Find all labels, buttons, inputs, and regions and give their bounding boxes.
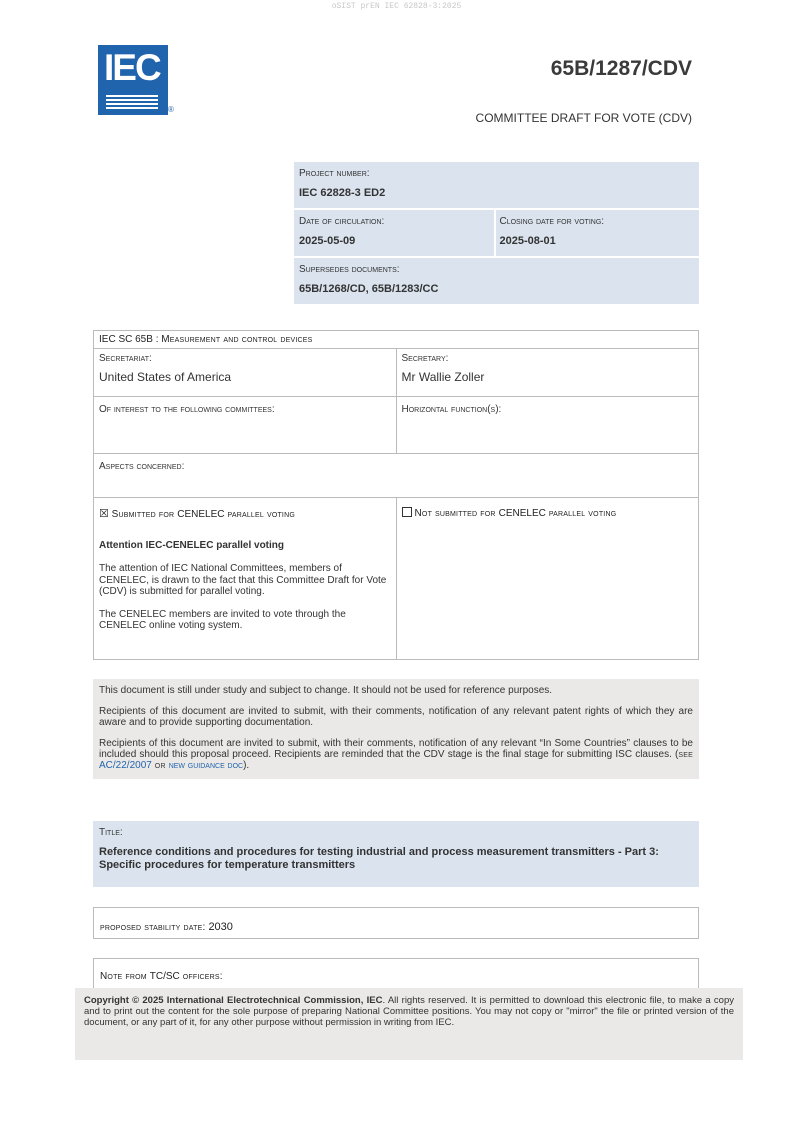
secretary-value: Mr Wallie Zoller [401,370,485,384]
document-title: Reference conditions and procedures for testing industrial and process measurement transmitters - Part 3: Specific procedures for temperature transmitters [99,846,659,871]
aspects-row [94,454,698,498]
submitted-option [99,507,391,520]
notice-end: ). [243,760,250,771]
new-guidance-doc-link[interactable]: new guidance doc [168,760,244,771]
supersedes-row [294,258,699,304]
supersedes-docs: 65B/1268/CD, 65B/1283/CC [299,283,439,295]
supersedes-label: Supersedes documents: [299,264,400,275]
circulation-date: 2025-05-09 [299,235,356,247]
project-number-label: Project number: [299,168,370,179]
notice-p3-text: Recipients of this document are invited to submit, with their comments, notification of any relevant “In Some Countries” clauses to be included should this proposal proceed. Recipients are reminded that the CDV stage is the final stage for submitting ISC clauses. ( [99,738,693,760]
stability-label: proposed stability date: [100,922,209,933]
note-label-a: Note from [100,971,150,982]
project-number: IEC 62828-3 ED2 [299,187,386,199]
circulation-cell [299,216,494,250]
not-submitted-option [402,507,694,519]
copyright-bold: Copyright © 2025 International Electrotechnical Commission, IEC [84,995,383,1006]
secretariat-value: United States of America [99,370,232,384]
closing-cell [494,210,695,256]
registered-mark: ® [168,105,174,114]
attention-paragraph-2: The CENELEC members are invited to vote through the CENELEC online voting system. [99,608,346,631]
iec-logo [98,45,168,115]
submitted-text-a: Submitted for [111,509,178,520]
secretariat-label: Secretariat: [99,353,152,364]
committee-id: IEC SC 65B : [99,334,162,345]
not-submitted-text-a: Not submitted for [414,508,499,519]
horizontal-label: Horizontal function(s): [401,404,502,415]
stability-box [93,907,699,939]
submitted-text-c: parallel voting [224,509,295,520]
interest-cell [94,397,396,453]
aspects-label: Aspects concerned: [99,461,185,472]
secretariat-cell [94,349,396,396]
secretary-cell [396,349,699,396]
project-number-row [294,162,699,210]
committee-name [94,331,698,348]
horizontal-cell [396,397,699,453]
aspects-cell [94,454,698,497]
project-info-box [294,162,699,304]
closing-date-label: Closing date for voting: [499,216,605,227]
ac-22-2007-link[interactable]: AC/22/2007 [99,760,152,771]
notice-paragraph-3 [99,738,693,771]
closing-date: 2025-08-01 [499,235,556,247]
stability-value: 2030 [208,921,233,933]
copyright-text: . All rights reserved. It is permitted to download this electronic file, to make a copy and to print out the content for the sole purpose of preparing National Committee positions. You may not copy or "mirror" the file or printed version of the document, or any part of it, for any other purpose without permission in writing from IEC. [84,995,734,1028]
attention-title: Attention IEC-CENELEC parallel voting [99,540,285,551]
submitted-text-b: CENELEC [177,509,225,520]
title-box [93,821,699,887]
not-submitted-cell [396,498,699,659]
logo-lines [106,95,158,111]
attention-paragraph-1: The attention of IEC National Committees, members of CENELEC, is drawn to the fact that this Committee Draft for Vote (CDV) is submitted for parallel voting. [99,563,387,597]
notice-see: see [678,749,693,760]
not-submitted-text-c: parallel voting [545,508,617,519]
title-label: Title: [99,827,123,838]
notice-paragraph-2: Recipients of this document are invited to submit, with their comments, notification of any relevant patent rights of which they are aware and to provide supporting documentation. [99,706,693,728]
note-label-c: officers: [179,971,223,982]
interest-label: Of interest to the following committees: [99,404,275,415]
circulation-date-label: Date of circulation: [299,216,385,227]
copyright-notice [75,988,743,1060]
notice-or: or [151,760,169,771]
watermark: oSIST prEN IEC 62828-3:2025 [331,2,462,11]
interest-row [94,397,698,454]
secretary-label: Secretary: [401,353,449,364]
document-number: 65B/1287/CDV [550,57,692,80]
logo-text: IEC [104,47,160,88]
officers-note-box [93,958,699,988]
unchecked-box-icon [402,507,412,517]
checked-box-icon: ☒ [99,508,109,520]
dates-row [294,210,699,258]
notice-paragraph-1: This document is still under study and subject to change. It should not be used for reference purposes. [99,685,553,696]
secretariat-row [94,349,698,397]
document-type: COMMITTEE DRAFT FOR VOTE (CDV) [475,111,692,125]
committee-row [94,331,698,349]
committee-title: Measurement and control devices [161,334,313,345]
committee-table [93,330,699,660]
not-submitted-text-b: CENELEC [498,508,546,519]
note-label-b: TC/SC [149,971,180,982]
notice-box [93,679,699,779]
voting-row [94,498,698,659]
submitted-cell [94,498,396,659]
